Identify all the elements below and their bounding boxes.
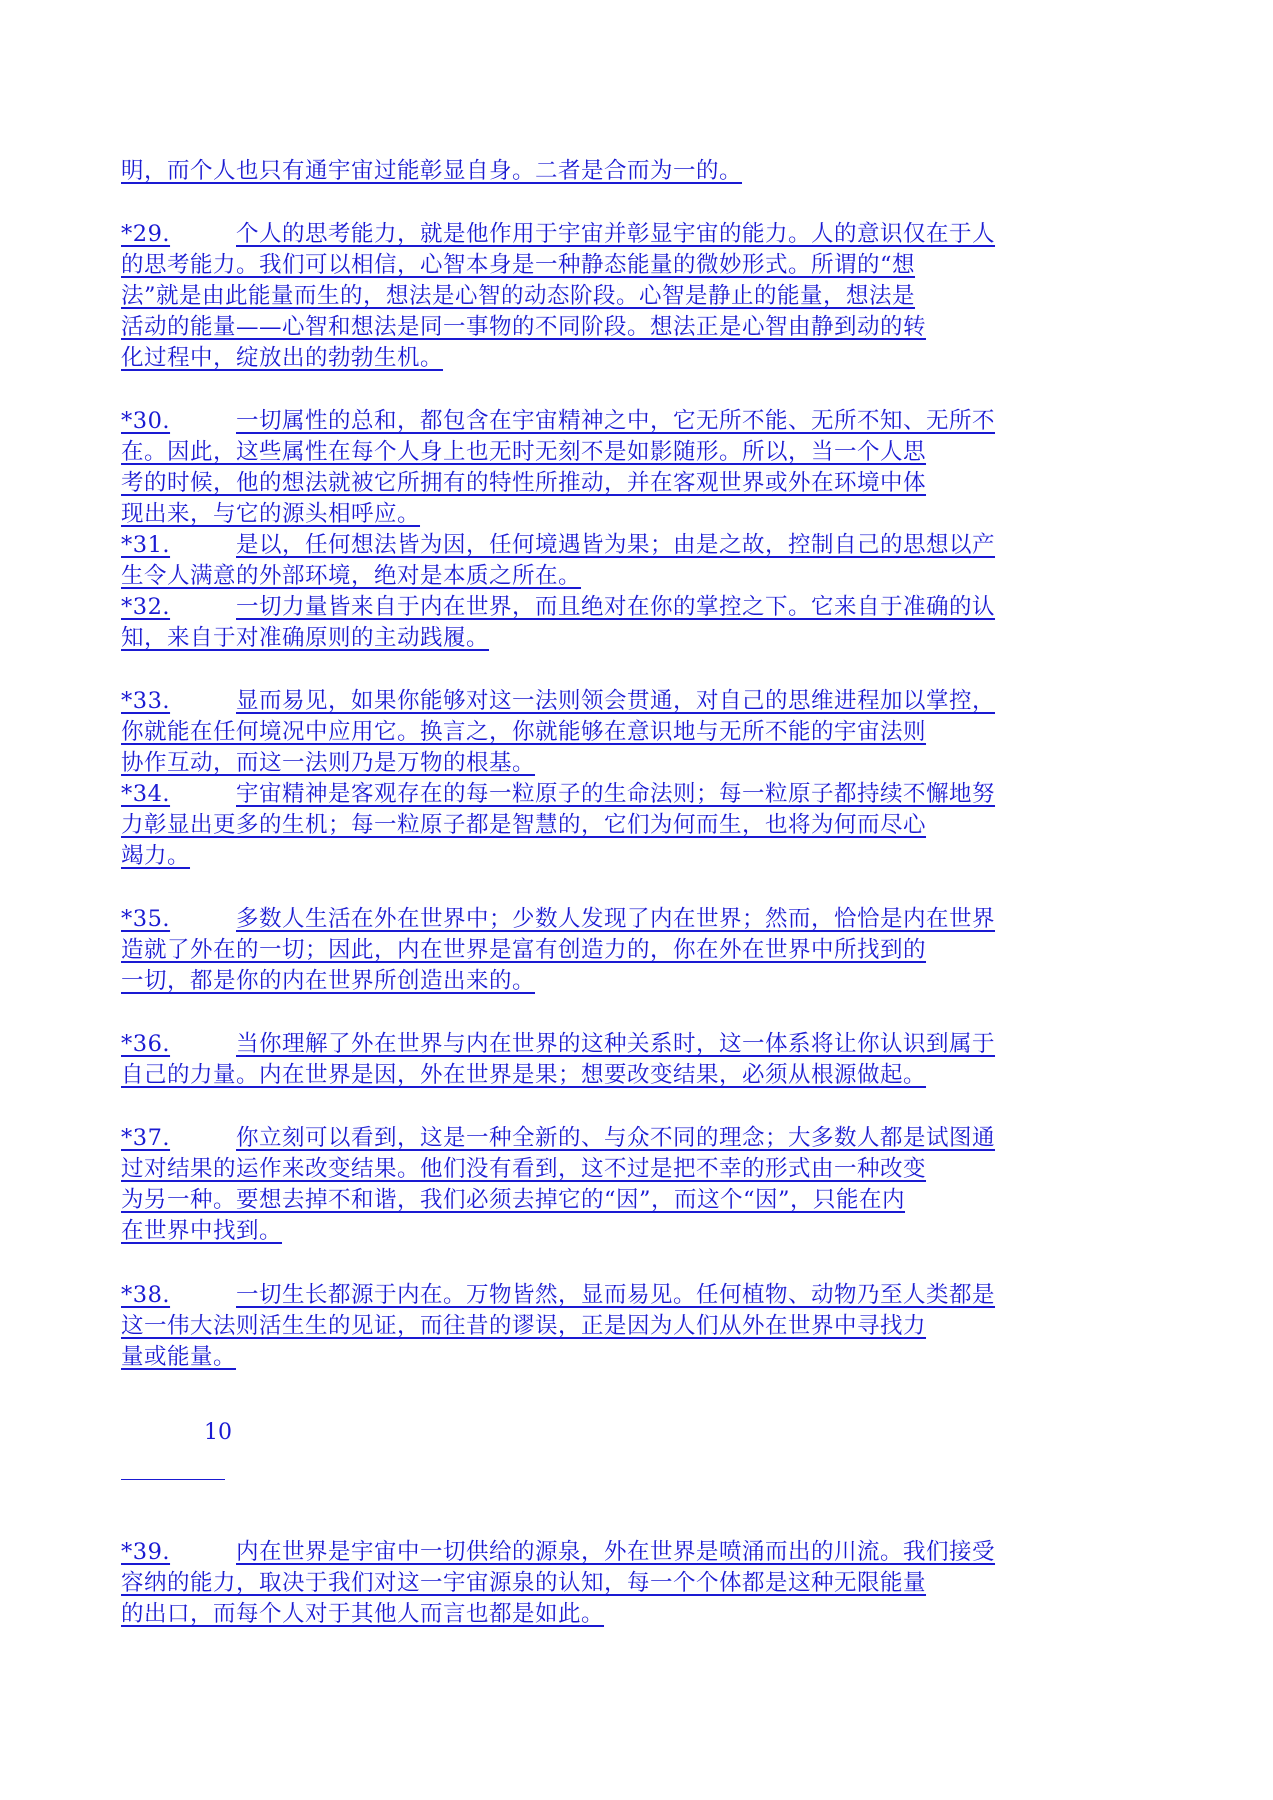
line-text: 知，来自于对准确原则的主动践履。 bbox=[121, 625, 490, 651]
line-text: 竭力。 bbox=[121, 843, 191, 869]
paragraph-33 bbox=[121, 686, 995, 716]
paragraph-36 bbox=[121, 1029, 995, 1059]
line-text: 量或能量。 bbox=[121, 1344, 237, 1370]
line-text: 现出来，与它的源头相呼应。 bbox=[121, 501, 421, 527]
line-text: 一切力量皆来自于内在世界，而且绝对在你的掌控之下。它来自于准确的认 bbox=[236, 594, 996, 620]
line-text: 容纳的能力，取决于我们对这一宇宙源泉的认知，每一个个体都是这种无限能量 bbox=[121, 1570, 927, 1596]
item-number: *39. bbox=[121, 1539, 171, 1565]
paragraph-31 bbox=[121, 530, 995, 560]
text-line bbox=[121, 499, 420, 529]
line-text: 考的时候，他的想法就被它所拥有的特性所推动，并在客观世界或外在环境中体 bbox=[121, 470, 927, 496]
text-line bbox=[121, 966, 535, 996]
line-text: 在世界中找到。 bbox=[121, 1218, 283, 1244]
text-line bbox=[121, 1568, 926, 1598]
text-line bbox=[121, 748, 535, 778]
item-number: *35. bbox=[121, 906, 171, 932]
text-line bbox=[121, 841, 190, 871]
item-number: *31. bbox=[121, 532, 171, 558]
text-line bbox=[121, 343, 443, 373]
text-line bbox=[121, 468, 926, 498]
page-number: 10 bbox=[204, 1420, 232, 1445]
text-line bbox=[121, 1060, 926, 1090]
paragraph-35 bbox=[121, 904, 995, 934]
line-text: 这一伟大法则活生生的见证，而往昔的谬误，正是因为人们从外在世界中寻找力 bbox=[121, 1313, 927, 1339]
line-text: 是以，任何想法皆为因，任何境遇皆为果；由是之故，控制自己的思想以产 bbox=[236, 532, 996, 558]
line-text: 一切属性的总和，都包含在宇宙精神之中，它无所不能、无所不知、无所不 bbox=[236, 408, 996, 434]
line-text: 的思考能力。我们可以相信，心智本身是一种静态能量的微妙形式。所谓的“想 bbox=[121, 252, 916, 278]
item-number: *34. bbox=[121, 781, 171, 807]
text-line bbox=[121, 810, 926, 840]
paragraph-29 bbox=[121, 219, 995, 249]
text-line bbox=[121, 623, 489, 653]
line-text: 自己的力量。内在世界是因，外在世界是果；想要改变结果，必须从根源做起。 bbox=[121, 1062, 927, 1088]
line-text: 一切生长都源于内在。万物皆然，显而易见。任何植物、动物乃至人类都是 bbox=[236, 1282, 996, 1308]
item-number: *38. bbox=[121, 1282, 171, 1308]
text-line bbox=[121, 1154, 926, 1184]
text-line bbox=[121, 437, 926, 467]
line-text: 当你理解了外在世界与内在世界的这种关系时，这一体系将让你认识到属于 bbox=[236, 1031, 996, 1057]
text-line bbox=[121, 561, 581, 591]
item-number: *33. bbox=[121, 688, 171, 714]
paragraph-39 bbox=[121, 1537, 995, 1567]
line-text: 明，而个人也只有通宇宙过能彰显自身。二者是合而为一的。 bbox=[121, 158, 743, 184]
item-number: *30. bbox=[121, 408, 171, 434]
paragraph-37 bbox=[121, 1123, 995, 1153]
line-text: 你立刻可以看到，这是一种全新的、与众不同的理念；大多数人都是试图通 bbox=[236, 1125, 996, 1151]
text-line bbox=[121, 1185, 905, 1215]
item-number: *37. bbox=[121, 1125, 171, 1151]
line-text: 协作互动，而这一法则乃是万物的根基。 bbox=[121, 750, 536, 776]
paragraph-38 bbox=[121, 1280, 995, 1310]
line-text: 显而易见，如果你能够对这一法则领会贯通，对自己的思维进程加以掌控， bbox=[236, 688, 996, 714]
line-text: 一切，都是你的内在世界所创造出来的。 bbox=[121, 968, 536, 994]
line-text: 活动的能量——心智和想法是同一事物的不同阶段。想法正是心智由静到动的转 bbox=[121, 314, 927, 340]
line-text: 个人的思考能力，就是他作用于宇宙并彰显宇宙的能力。人的意识仅在于人 bbox=[236, 221, 996, 247]
line-text: 过对结果的运作来改变结果。他们没有看到，这不过是把不幸的形式由一种改变 bbox=[121, 1156, 927, 1182]
paragraph-32 bbox=[121, 592, 995, 622]
text-line bbox=[121, 312, 926, 342]
item-number: *29. bbox=[121, 221, 171, 247]
line-text: 化过程中，绽放出的勃勃生机。 bbox=[121, 345, 444, 371]
text-line bbox=[121, 281, 915, 311]
line-text: 内在世界是宇宙中一切供给的源泉，外在世界是喷涌而出的川流。我们接受 bbox=[236, 1539, 996, 1565]
line-text: 宇宙精神是客观存在的每一粒原子的生命法则；每一粒原子都持续不懈地努 bbox=[236, 781, 996, 807]
text-line bbox=[121, 717, 926, 747]
line-text: 的出口，而每个人对于其他人而言也都是如此。 bbox=[121, 1601, 605, 1627]
item-number: *36. bbox=[121, 1031, 171, 1057]
text-line bbox=[121, 1342, 236, 1372]
item-number: *32. bbox=[121, 594, 171, 620]
text-line bbox=[121, 156, 742, 186]
line-text: 生令人满意的外部环境，绝对是本质之所在。 bbox=[121, 563, 582, 589]
footer-rule bbox=[121, 1479, 225, 1480]
paragraph-34 bbox=[121, 779, 995, 809]
line-text: 造就了外在的一切；因此，内在世界是富有创造力的，你在外在世界中所找到的 bbox=[121, 937, 927, 963]
line-text: 为另一种。要想去掉不和谐，我们必须去掉它的“因”，而这个“因”，只能在内 bbox=[121, 1187, 906, 1213]
paragraph-30 bbox=[121, 406, 995, 436]
text-line bbox=[121, 1599, 604, 1629]
text-line bbox=[121, 250, 915, 280]
line-text: 在。因此，这些属性在每个人身上也无时无刻不是如影随形。所以，当一个人思 bbox=[121, 439, 927, 465]
text-line bbox=[121, 935, 926, 965]
line-text: 你就能在任何境况中应用它。换言之，你就能够在意识地与无所不能的宇宙法则 bbox=[121, 719, 927, 745]
text-line bbox=[121, 1216, 282, 1246]
line-text: 力彰显出更多的生机；每一粒原子都是智慧的，它们为何而生，也将为何而尽心 bbox=[121, 812, 927, 838]
text-line bbox=[121, 1311, 926, 1341]
line-text: 法”就是由此能量而生的，想法是心智的动态阶段。心智是静止的能量，想法是 bbox=[121, 283, 916, 309]
line-text: 多数人生活在外在世界中；少数人发现了内在世界；然而，恰恰是内在世界 bbox=[236, 906, 996, 932]
